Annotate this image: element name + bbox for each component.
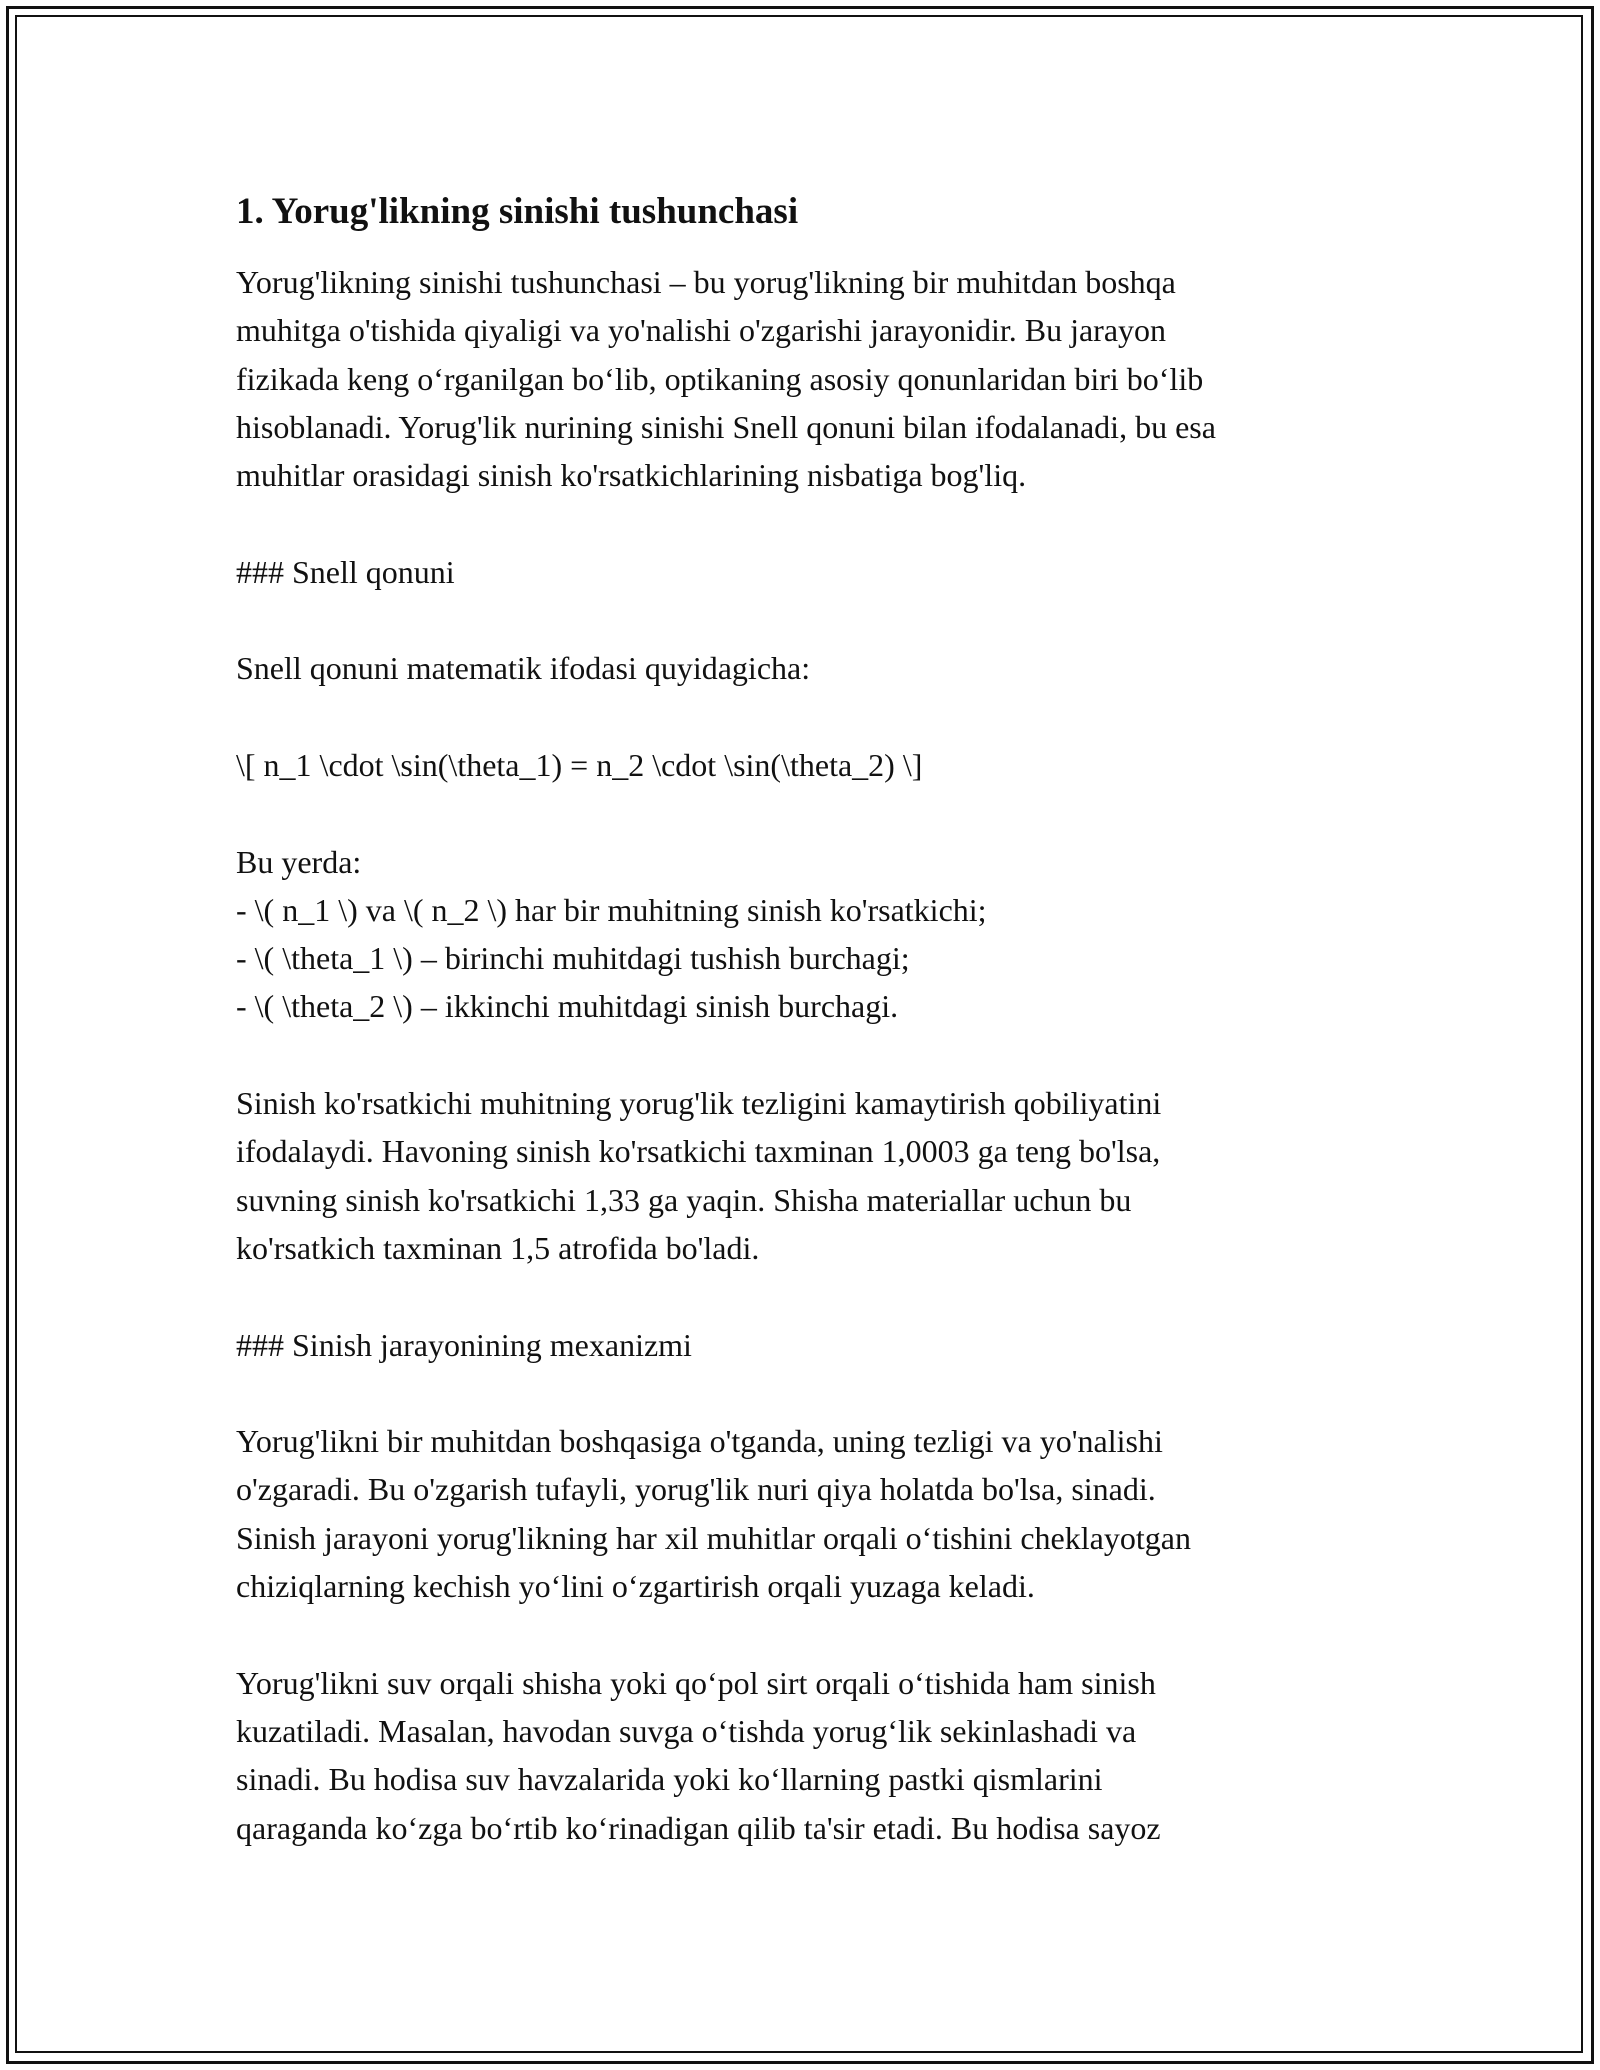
snell-subheading: ### Snell qonuni xyxy=(236,553,455,590)
intro-paragraph: Yorug'likning sinishi tushunchasi – bu yorug'likning bir muhitdan boshqa muhitga o'tishida qiyaligi va yo'nalishi o'zgarishi jarayonidir. Bu jarayon fizikada keng o‘rganilgan bo‘lib, optikaning asosiy qonunlaridan biri bo‘lib hisoblanadi. Yorug'lik nurining sinishi Snell qonuni bilan ifodalanadi, bu esa muhitlar orasidagi sinish ko'rsatkichlarining nisbatiga bog'liq. xyxy=(236,264,1216,494)
snell-formula: \[ n_1 \cdot \sin(\theta_1) = n_2 \cdot \sin(\theta_2) \] xyxy=(236,746,923,783)
mechanism-paragraph: Yorug'likni bir muhitdan boshqasiga o'tganda, uning tezligi va yo'nalishi o'zgaradi. Bu o'zgarish tufayli, yorug'lik nuri qiya holatda bo'lsa, sinadi. Sinish jarayoni yorug'likning har xil muhitlar orqali o‘tishini cheklayotgan chiziqlarning kechish yo‘lini o‘zgartirish orqali yuzaga keladi. xyxy=(236,1423,1191,1605)
example-paragraph: Yorug'likni suv orqali shisha yoki qo‘pol sirt orqali o‘tishida ham sinish kuzatiladi. Masalan, havodan suvga o‘tishda yorug‘lik sekinlashadi va sinadi. Bu hodisa suv havzalarida yoki ko‘llarning pastki qismlarini qaraganda ko‘zga bo‘rtib ko‘rinadigan qilib ta'sir etadi. Bu hodisa sayoz xyxy=(236,1664,1161,1846)
section-title: 1. Yorug'likning sinishi tushunchasi xyxy=(236,191,799,232)
where-item: - \( n_1 \) va \( n_2 \) har bir muhitning sinish ko'rsatkichi; xyxy=(236,891,987,928)
where-item: - \( \theta_1 \) – birinchi muhitdagi tushish burchagi; xyxy=(236,940,910,977)
where-item: - \( \theta_2 \) – ikkinchi muhitdagi sinish burchagi. xyxy=(236,988,899,1025)
snell-intro-text: Snell qonuni matematik ifodasi quyidagicha: xyxy=(236,650,811,687)
where-label: Bu yerda: xyxy=(236,843,362,880)
mechanism-subheading: ### Sinish jarayonining mexanizmi xyxy=(236,1326,692,1363)
document-body xyxy=(236,182,1386,1900)
refractive-index-paragraph: Sinish ko'rsatkichi muhitning yorug'lik tezligini kamaytirish qobiliyatini ifodalaydi. Havoning sinish ko'rsatkichi taxminan 1,0003 ga teng bo'lsa, suvning sinish ko'rsatkichi 1,33 ga yaqin. Shisha materiallar uchun bu ko'rsatkich taxminan 1,5 atrofida bo'ladi. xyxy=(236,1085,1162,1266)
where-list xyxy=(236,838,1386,1031)
